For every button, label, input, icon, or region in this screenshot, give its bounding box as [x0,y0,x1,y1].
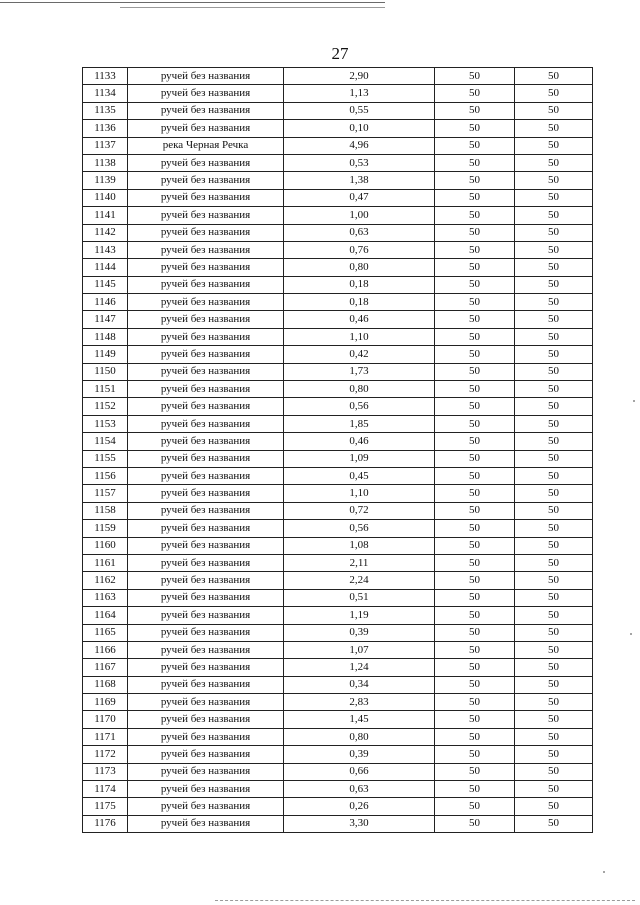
row-number-cell: 1133 [83,68,128,85]
length-value-cell: 1,38 [284,172,435,189]
zone-width-a-cell: 50 [435,241,515,258]
table-row [83,433,593,450]
row-number-cell: 1169 [83,694,128,711]
length-value-cell: 2,11 [284,554,435,571]
length-value-cell: 0,26 [284,798,435,815]
object-name-cell: ручей без названия [128,241,284,258]
row-number-cell: 1164 [83,607,128,624]
row-number-cell: 1165 [83,624,128,641]
zone-width-b-cell: 50 [515,154,593,171]
row-number-cell: 1162 [83,572,128,589]
table-row [83,537,593,554]
length-value-cell: 1,00 [284,207,435,224]
table-row [83,711,593,728]
row-number-cell: 1148 [83,328,128,345]
table-row [83,276,593,293]
row-number-cell: 1166 [83,641,128,658]
object-name-cell: ручей без названия [128,120,284,137]
zone-width-a-cell: 50 [435,259,515,276]
zone-width-b-cell: 50 [515,520,593,537]
length-value-cell: 0,53 [284,154,435,171]
object-name-cell: ручей без названия [128,467,284,484]
object-name-cell: ручей без названия [128,572,284,589]
zone-width-b-cell: 50 [515,311,593,328]
zone-width-a-cell: 50 [435,381,515,398]
length-value-cell: 0,45 [284,467,435,484]
zone-width-a-cell: 50 [435,572,515,589]
row-number-cell: 1173 [83,763,128,780]
row-number-cell: 1144 [83,259,128,276]
zone-width-b-cell: 50 [515,102,593,119]
table-row [83,589,593,606]
row-number-cell: 1134 [83,85,128,102]
table-row [83,294,593,311]
zone-width-a-cell: 50 [435,746,515,763]
row-number-cell: 1146 [83,294,128,311]
page-number: 27 [331,44,349,63]
length-value-cell: 2,24 [284,572,435,589]
zone-width-a-cell: 50 [435,624,515,641]
zone-width-b-cell: 50 [515,68,593,85]
water-objects-table [82,67,593,833]
zone-width-b-cell: 50 [515,815,593,832]
zone-width-a-cell: 50 [435,728,515,745]
table-row [83,381,593,398]
table-row [83,346,593,363]
table-row [83,624,593,641]
zone-width-a-cell: 50 [435,641,515,658]
zone-width-b-cell: 50 [515,450,593,467]
length-value-cell: 0,46 [284,433,435,450]
zone-width-a-cell: 50 [435,137,515,154]
table-row [83,224,593,241]
zone-width-b-cell: 50 [515,467,593,484]
row-number-cell: 1154 [83,433,128,450]
row-number-cell: 1135 [83,102,128,119]
row-number-cell: 1145 [83,276,128,293]
table-row [83,728,593,745]
length-value-cell: 0,39 [284,624,435,641]
zone-width-b-cell: 50 [515,763,593,780]
zone-width-b-cell: 50 [515,659,593,676]
zone-width-a-cell: 50 [435,676,515,693]
zone-width-a-cell: 50 [435,398,515,415]
zone-width-a-cell: 50 [435,781,515,798]
scan-edge-line-secondary [120,7,385,8]
zone-width-a-cell: 50 [435,328,515,345]
scan-edge-line [0,2,385,3]
table-row [83,241,593,258]
length-value-cell: 1,09 [284,450,435,467]
object-name-cell: ручей без названия [128,798,284,815]
object-name-cell: ручей без названия [128,189,284,206]
length-value-cell: 0,51 [284,589,435,606]
length-value-cell: 1,19 [284,607,435,624]
zone-width-a-cell: 50 [435,415,515,432]
zone-width-b-cell: 50 [515,607,593,624]
zone-width-b-cell: 50 [515,294,593,311]
table-row [83,798,593,815]
row-number-cell: 1149 [83,346,128,363]
table-row [83,120,593,137]
length-value-cell: 1,24 [284,659,435,676]
table-row [83,659,593,676]
row-number-cell: 1167 [83,659,128,676]
zone-width-a-cell: 50 [435,798,515,815]
zone-width-a-cell: 50 [435,450,515,467]
length-value-cell: 0,34 [284,676,435,693]
object-name-cell: ручей без названия [128,328,284,345]
row-number-cell: 1152 [83,398,128,415]
table-row [83,259,593,276]
length-value-cell: 0,72 [284,502,435,519]
zone-width-a-cell: 50 [435,467,515,484]
row-number-cell: 1172 [83,746,128,763]
length-value-cell: 0,56 [284,398,435,415]
table-row [83,520,593,537]
length-value-cell: 0,66 [284,763,435,780]
object-name-cell: ручей без названия [128,554,284,571]
length-value-cell: 0,63 [284,781,435,798]
zone-width-a-cell: 50 [435,659,515,676]
table-row [83,485,593,502]
object-name-cell: ручей без названия [128,259,284,276]
row-number-cell: 1143 [83,241,128,258]
table-row [83,694,593,711]
object-name-cell: ручей без названия [128,537,284,554]
length-value-cell: 0,56 [284,520,435,537]
row-number-cell: 1136 [83,120,128,137]
object-name-cell: ручей без названия [128,311,284,328]
row-number-cell: 1168 [83,676,128,693]
zone-width-b-cell: 50 [515,502,593,519]
zone-width-a-cell: 50 [435,502,515,519]
object-name-cell: ручей без названия [128,450,284,467]
length-value-cell: 0,10 [284,120,435,137]
scan-speck [633,400,635,402]
zone-width-b-cell: 50 [515,259,593,276]
zone-width-b-cell: 50 [515,415,593,432]
zone-width-b-cell: 50 [515,781,593,798]
object-name-cell: ручей без названия [128,676,284,693]
table-row [83,363,593,380]
length-value-cell: 0,80 [284,728,435,745]
zone-width-a-cell: 50 [435,694,515,711]
zone-width-b-cell: 50 [515,572,593,589]
object-name-cell: ручей без названия [128,502,284,519]
zone-width-b-cell: 50 [515,398,593,415]
zone-width-b-cell: 50 [515,798,593,815]
table-row [83,763,593,780]
zone-width-a-cell: 50 [435,207,515,224]
table-row [83,102,593,119]
length-value-cell: 2,83 [284,694,435,711]
zone-width-a-cell: 50 [435,485,515,502]
length-value-cell: 1,08 [284,537,435,554]
zone-width-b-cell: 50 [515,328,593,345]
object-name-cell: ручей без названия [128,746,284,763]
table-row [83,328,593,345]
scan-speck [603,871,605,873]
zone-width-b-cell: 50 [515,276,593,293]
table-row [83,554,593,571]
object-name-cell: ручей без названия [128,433,284,450]
object-name-cell: ручей без названия [128,607,284,624]
object-name-cell: река Черная Речка [128,137,284,154]
row-number-cell: 1159 [83,520,128,537]
object-name-cell: ручей без названия [128,85,284,102]
table-row [83,676,593,693]
length-value-cell: 0,80 [284,381,435,398]
table-row [83,311,593,328]
object-name-cell: ручей без названия [128,346,284,363]
zone-width-b-cell: 50 [515,537,593,554]
object-name-cell: ручей без названия [128,694,284,711]
zone-width-a-cell: 50 [435,172,515,189]
length-value-cell: 2,90 [284,68,435,85]
zone-width-b-cell: 50 [515,589,593,606]
object-name-cell: ручей без названия [128,294,284,311]
object-name-cell: ручей без названия [128,711,284,728]
row-number-cell: 1140 [83,189,128,206]
zone-width-a-cell: 50 [435,520,515,537]
object-name-cell: ручей без названия [128,763,284,780]
object-name-cell: ручей без названия [128,68,284,85]
length-value-cell: 0,76 [284,241,435,258]
zone-width-b-cell: 50 [515,137,593,154]
zone-width-a-cell: 50 [435,311,515,328]
object-name-cell: ручей без названия [128,641,284,658]
object-name-cell: ручей без названия [128,589,284,606]
row-number-cell: 1163 [83,589,128,606]
length-value-cell: 0,63 [284,224,435,241]
zone-width-b-cell: 50 [515,189,593,206]
zone-width-a-cell: 50 [435,346,515,363]
object-name-cell: ручей без названия [128,815,284,832]
zone-width-a-cell: 50 [435,68,515,85]
zone-width-a-cell: 50 [435,294,515,311]
object-name-cell: ручей без названия [128,398,284,415]
zone-width-b-cell: 50 [515,207,593,224]
row-number-cell: 1142 [83,224,128,241]
object-name-cell: ручей без названия [128,520,284,537]
object-name-cell: ручей без названия [128,659,284,676]
zone-width-b-cell: 50 [515,746,593,763]
zone-width-a-cell: 50 [435,276,515,293]
zone-width-b-cell: 50 [515,241,593,258]
length-value-cell: 0,42 [284,346,435,363]
zone-width-b-cell: 50 [515,728,593,745]
zone-width-a-cell: 50 [435,763,515,780]
row-number-cell: 1138 [83,154,128,171]
length-value-cell: 1,85 [284,415,435,432]
length-value-cell: 0,80 [284,259,435,276]
table-row [83,467,593,484]
table-row [83,68,593,85]
zone-width-a-cell: 50 [435,85,515,102]
zone-width-a-cell: 50 [435,711,515,728]
table-body [83,68,593,833]
table-row [83,207,593,224]
zone-width-b-cell: 50 [515,433,593,450]
zone-width-a-cell: 50 [435,554,515,571]
zone-width-b-cell: 50 [515,172,593,189]
table-row [83,85,593,102]
object-name-cell: ручей без названия [128,207,284,224]
table-row [83,450,593,467]
row-number-cell: 1175 [83,798,128,815]
table-row [83,815,593,832]
length-value-cell: 3,30 [284,815,435,832]
table-row [83,172,593,189]
zone-width-a-cell: 50 [435,102,515,119]
length-value-cell: 0,18 [284,276,435,293]
row-number-cell: 1137 [83,137,128,154]
length-value-cell: 0,18 [284,294,435,311]
zone-width-a-cell: 50 [435,589,515,606]
object-name-cell: ручей без названия [128,363,284,380]
length-value-cell: 0,47 [284,189,435,206]
row-number-cell: 1161 [83,554,128,571]
table-row [83,572,593,589]
object-name-cell: ручей без названия [128,276,284,293]
object-name-cell: ручей без названия [128,624,284,641]
zone-width-b-cell: 50 [515,381,593,398]
zone-width-b-cell: 50 [515,363,593,380]
table-row [83,415,593,432]
object-name-cell: ручей без названия [128,415,284,432]
row-number-cell: 1151 [83,381,128,398]
table-row [83,154,593,171]
length-value-cell: 1,45 [284,711,435,728]
object-name-cell: ручей без названия [128,154,284,171]
zone-width-a-cell: 50 [435,815,515,832]
row-number-cell: 1141 [83,207,128,224]
row-number-cell: 1153 [83,415,128,432]
zone-width-b-cell: 50 [515,554,593,571]
table-row [83,641,593,658]
zone-width-b-cell: 50 [515,485,593,502]
row-number-cell: 1160 [83,537,128,554]
zone-width-a-cell: 50 [435,537,515,554]
row-number-cell: 1150 [83,363,128,380]
length-value-cell: 1,10 [284,485,435,502]
table-row [83,189,593,206]
object-name-cell: ручей без названия [128,172,284,189]
table-row [83,746,593,763]
zone-width-a-cell: 50 [435,120,515,137]
length-value-cell: 1,07 [284,641,435,658]
object-name-cell: ручей без названия [128,781,284,798]
zone-width-b-cell: 50 [515,641,593,658]
zone-width-a-cell: 50 [435,433,515,450]
length-value-cell: 1,73 [284,363,435,380]
row-number-cell: 1156 [83,467,128,484]
object-name-cell: ручей без названия [128,102,284,119]
scan-bottom-edge [215,900,635,902]
object-name-cell: ручей без названия [128,224,284,241]
zone-width-b-cell: 50 [515,676,593,693]
zone-width-b-cell: 50 [515,694,593,711]
zone-width-a-cell: 50 [435,363,515,380]
row-number-cell: 1139 [83,172,128,189]
table-row [83,781,593,798]
zone-width-a-cell: 50 [435,224,515,241]
table-row [83,137,593,154]
length-value-cell: 0,39 [284,746,435,763]
row-number-cell: 1171 [83,728,128,745]
row-number-cell: 1158 [83,502,128,519]
length-value-cell: 1,10 [284,328,435,345]
object-name-cell: ручей без названия [128,485,284,502]
length-value-cell: 4,96 [284,137,435,154]
row-number-cell: 1170 [83,711,128,728]
zone-width-b-cell: 50 [515,120,593,137]
row-number-cell: 1176 [83,815,128,832]
table-row [83,607,593,624]
object-name-cell: ручей без названия [128,381,284,398]
zone-width-b-cell: 50 [515,85,593,102]
length-value-cell: 1,13 [284,85,435,102]
zone-width-b-cell: 50 [515,711,593,728]
table-row [83,502,593,519]
row-number-cell: 1174 [83,781,128,798]
zone-width-a-cell: 50 [435,189,515,206]
zone-width-a-cell: 50 [435,607,515,624]
zone-width-a-cell: 50 [435,154,515,171]
scan-speck [630,633,632,635]
zone-width-b-cell: 50 [515,624,593,641]
zone-width-b-cell: 50 [515,224,593,241]
length-value-cell: 0,55 [284,102,435,119]
length-value-cell: 0,46 [284,311,435,328]
table-row [83,398,593,415]
object-name-cell: ручей без названия [128,728,284,745]
zone-width-b-cell: 50 [515,346,593,363]
row-number-cell: 1155 [83,450,128,467]
row-number-cell: 1157 [83,485,128,502]
row-number-cell: 1147 [83,311,128,328]
